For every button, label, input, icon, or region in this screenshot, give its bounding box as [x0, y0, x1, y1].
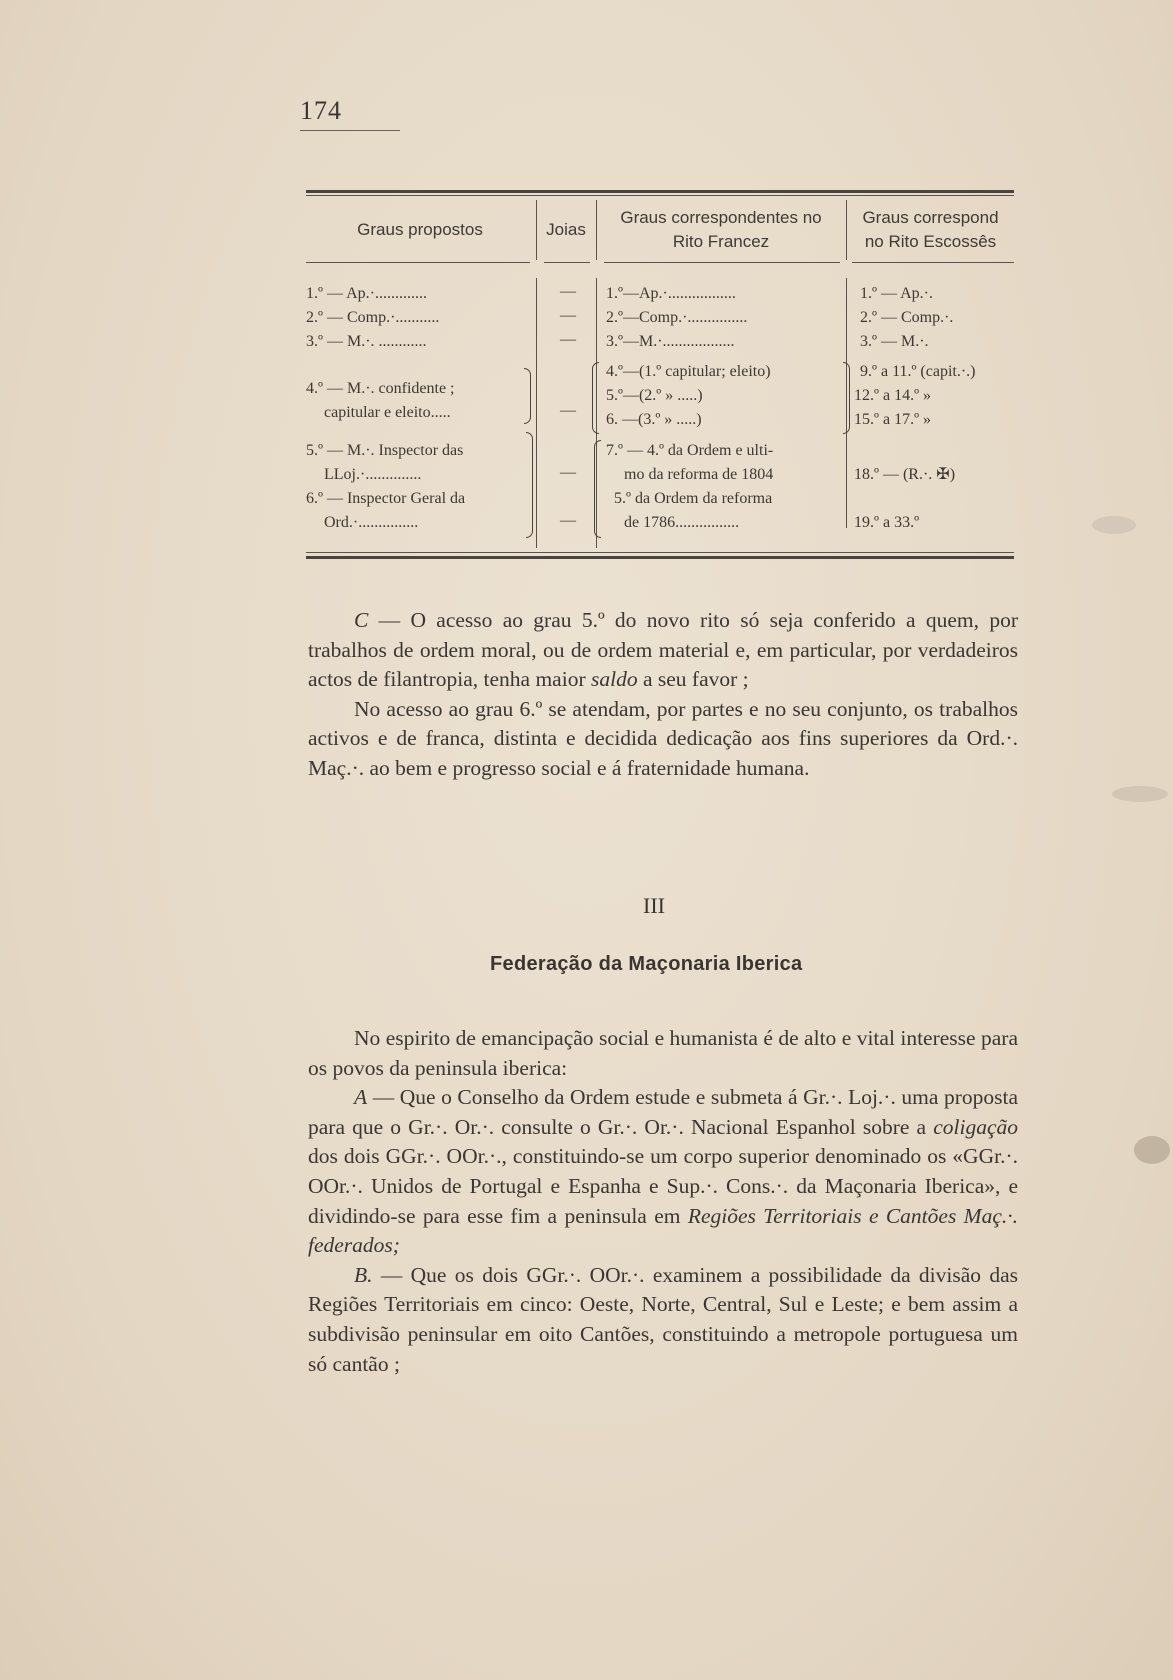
brace [524, 368, 531, 424]
section-number: III [643, 893, 665, 918]
paragraph-b [308, 1261, 1018, 1379]
paragraph-label: C [354, 608, 369, 632]
scottish-grade: 19.º a 33.º [854, 514, 920, 531]
col-divider [536, 278, 537, 548]
french-grade: mo da reforma de 1804 [624, 466, 774, 483]
jewel-value: — [560, 331, 576, 348]
paragraph-c [308, 606, 1018, 695]
jewel-value: — [560, 464, 576, 481]
header-underline [604, 262, 840, 263]
emphasis: Regiões Territoriais e Cantões Maç.·. federados; [308, 1203, 1018, 1258]
jewel-value: — [560, 402, 576, 419]
proposed-grade: capitular e eleito..... [324, 404, 451, 421]
table-top-rule [306, 190, 1014, 193]
brace [843, 362, 850, 434]
page-number: 174 [300, 96, 400, 131]
french-grade: de 1786................ [624, 514, 740, 531]
scottish-grade: 9.º a 11.º (capit.·.) [860, 363, 976, 380]
section-title: Federação da Maçonaria Iberica [490, 953, 803, 975]
proposed-grade: 3.º — M.·. ............ [306, 333, 427, 350]
french-grade: 1.º—Ap.·................. [606, 285, 736, 302]
paragraph-label: A [354, 1085, 368, 1110]
brace [592, 362, 599, 434]
header-proposed: Graus propostos [357, 220, 483, 239]
jewel-value: — [560, 307, 576, 324]
paragraph-text: a seu favor ; [637, 667, 749, 692]
margin-smudge [1134, 1136, 1170, 1164]
emphasis: coligação [933, 1114, 1018, 1139]
paragraph-intro: No espirito de emancipação social e humanista é de alto e vital interesse para os povos da peninsula iberica: [308, 1026, 1018, 1080]
brace [594, 440, 601, 538]
margin-smudge [1092, 516, 1136, 534]
table-top-rule-thin [306, 195, 1014, 196]
header-jewels: Joias [546, 220, 586, 239]
paragraph-a [308, 1083, 1018, 1261]
emphasis: saldo [590, 667, 638, 692]
proposed-grade: 1.º — Ap.·............. [306, 285, 427, 302]
paragraph-text: — Que os dois GGr.·. OOr.·. examinem a possibilidade da divisão das Regiões Territoriais em cinco: Oeste, Norte, Central, Sul e Leste; e bem assim a subdivisão peninsular em oito Cantões, constituindo a metropole portuguesa um só cantão ; [308, 1262, 1018, 1376]
scottish-grade: 2.º — Comp.·. [860, 309, 954, 326]
scottish-grade: 12.º a 14.º » [854, 387, 932, 404]
header-french-2: Rito Francez [672, 232, 770, 251]
french-grade: 7.º — 4.º da Ordem e ulti- [606, 442, 774, 459]
proposed-grade: 5.º — M.·. Inspector das [306, 442, 464, 459]
paragraph-text: dos dois GGr.·. OOr.·., constituindo-se um corpo superior denominado os «GGr.·. OOr.·. Unidos de Portugal e Espanha e Sup.·. Cons.·. da Maçonaria Iberica», e dividindo-se para esse fim a peninsula em [308, 1144, 1018, 1228]
proposed-grade: 2.º — Comp.·........... [306, 309, 440, 326]
french-grade: 6. —(3.º » .....) [606, 411, 702, 428]
scottish-grade: 3.º — M.·. [860, 333, 929, 350]
french-grade: 5.º da Ordem da reforma [614, 490, 773, 507]
french-grade: 3.º—M.·.................. [606, 333, 735, 350]
french-grade: 5.º—(2.º » .....) [606, 387, 703, 404]
jewel-value: — [560, 283, 576, 300]
header-underline [544, 262, 590, 263]
brace [526, 432, 533, 538]
scottish-grade: 1.º — Ap.·. [860, 285, 933, 302]
proposed-grade: 6.º — Inspector Geral da [306, 490, 466, 507]
body-text-upper [308, 606, 1018, 784]
header-french-1: Graus correspondentes no [620, 208, 822, 227]
french-grade: 4.º—(1.º capitular; eleito) [606, 363, 771, 380]
header-scottish-2: no Rito Escossês [864, 232, 997, 251]
header-scottish-1: Graus correspond [862, 208, 999, 227]
paragraph-label: B. [354, 1262, 373, 1287]
proposed-grade: LLoj.·.............. [324, 466, 422, 483]
paragraph-text: — O acesso ao grau 5.º do novo rito só seja conferido a quem, por trabalhos de ordem moral, ou de ordem material e, em particular, por verdadeiros actos de filantropia, tenha maior [308, 608, 1018, 692]
jewel-value: — [560, 512, 576, 529]
margin-smudge [1112, 786, 1168, 802]
scottish-grade: 18.º — (R.·. ✠) [854, 466, 956, 483]
paragraph-grau6: No acesso ao grau 6.º se atendam, por partes e no seu conjunto, os trabalhos activos e de franca, distinta e decidida dedicação aos fins superiores da Ord.·. Maç.·. ao bem e progresso social e á fraternidade humana. [308, 696, 1018, 780]
scottish-grade: 15.º a 17.º » [854, 411, 932, 428]
table-bottom-rule-thin [306, 552, 1014, 553]
header-underline [852, 262, 1014, 263]
table-bottom-rule [306, 556, 1014, 559]
header-underline [306, 262, 530, 263]
proposed-grade: Ord.·............... [324, 514, 419, 531]
body-text-lower [308, 1024, 1018, 1379]
french-grade: 2.º—Comp.·............... [606, 309, 748, 326]
proposed-grade: 4.º — M.·. confidente ; [306, 380, 455, 397]
paragraph-text: — Que o Conselho da Ordem estude e submeta á Gr.·. Loj.·. uma proposta para que o Gr.·. Or.·. consulte o Gr.·. Or.·. Nacional Espanhol sobre a [308, 1085, 1018, 1139]
